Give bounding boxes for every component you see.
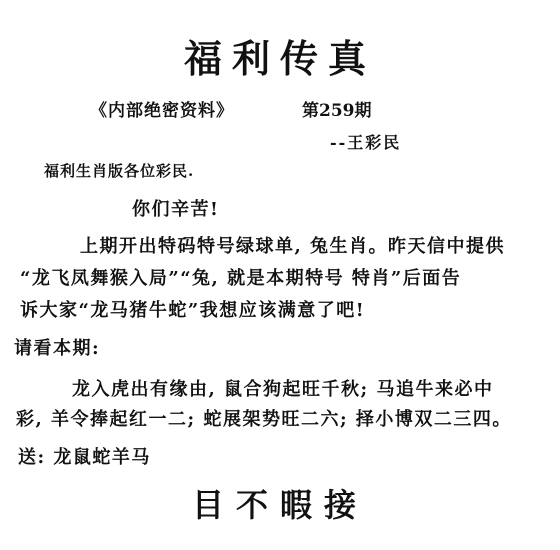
paragraph2-line: 彩, 羊令捧起红一二; 蛇展架势旺二六; 择小博双二三四。 [16,409,512,430]
page-title: 福利传真 [183,36,376,81]
paragraph2-line: 送: 龙鼠蛇羊马 [18,447,151,468]
paragraph1-line: 诉大家“龙马猪牛蛇”我想应该满意了吧! [20,300,366,321]
greeting: 你们辛苦! [132,199,220,220]
confidential-label: 《内部绝密资料》 [90,101,234,121]
author-signature: --王彩民 [330,133,402,152]
paragraph2-line: 龙入虎出有缘由, 鼠合狗起旺千秋; 马追牛来必中 [72,379,494,400]
paragraph1-line: 上期开出特码特号绿球单, 兔生肖。昨天信中提供 [80,236,506,257]
closing-phrase: 目不暇接 [191,486,368,524]
paragraph1-line: “龙飞凤舞猴入局”“兔, 就是本期特号 特肖”后面告 [20,268,462,289]
salutation: 福利生肖版各位彩民. [44,162,195,180]
paragraph1-line: 请看本期: [14,338,101,359]
issue-number: 第259期 [302,101,372,121]
